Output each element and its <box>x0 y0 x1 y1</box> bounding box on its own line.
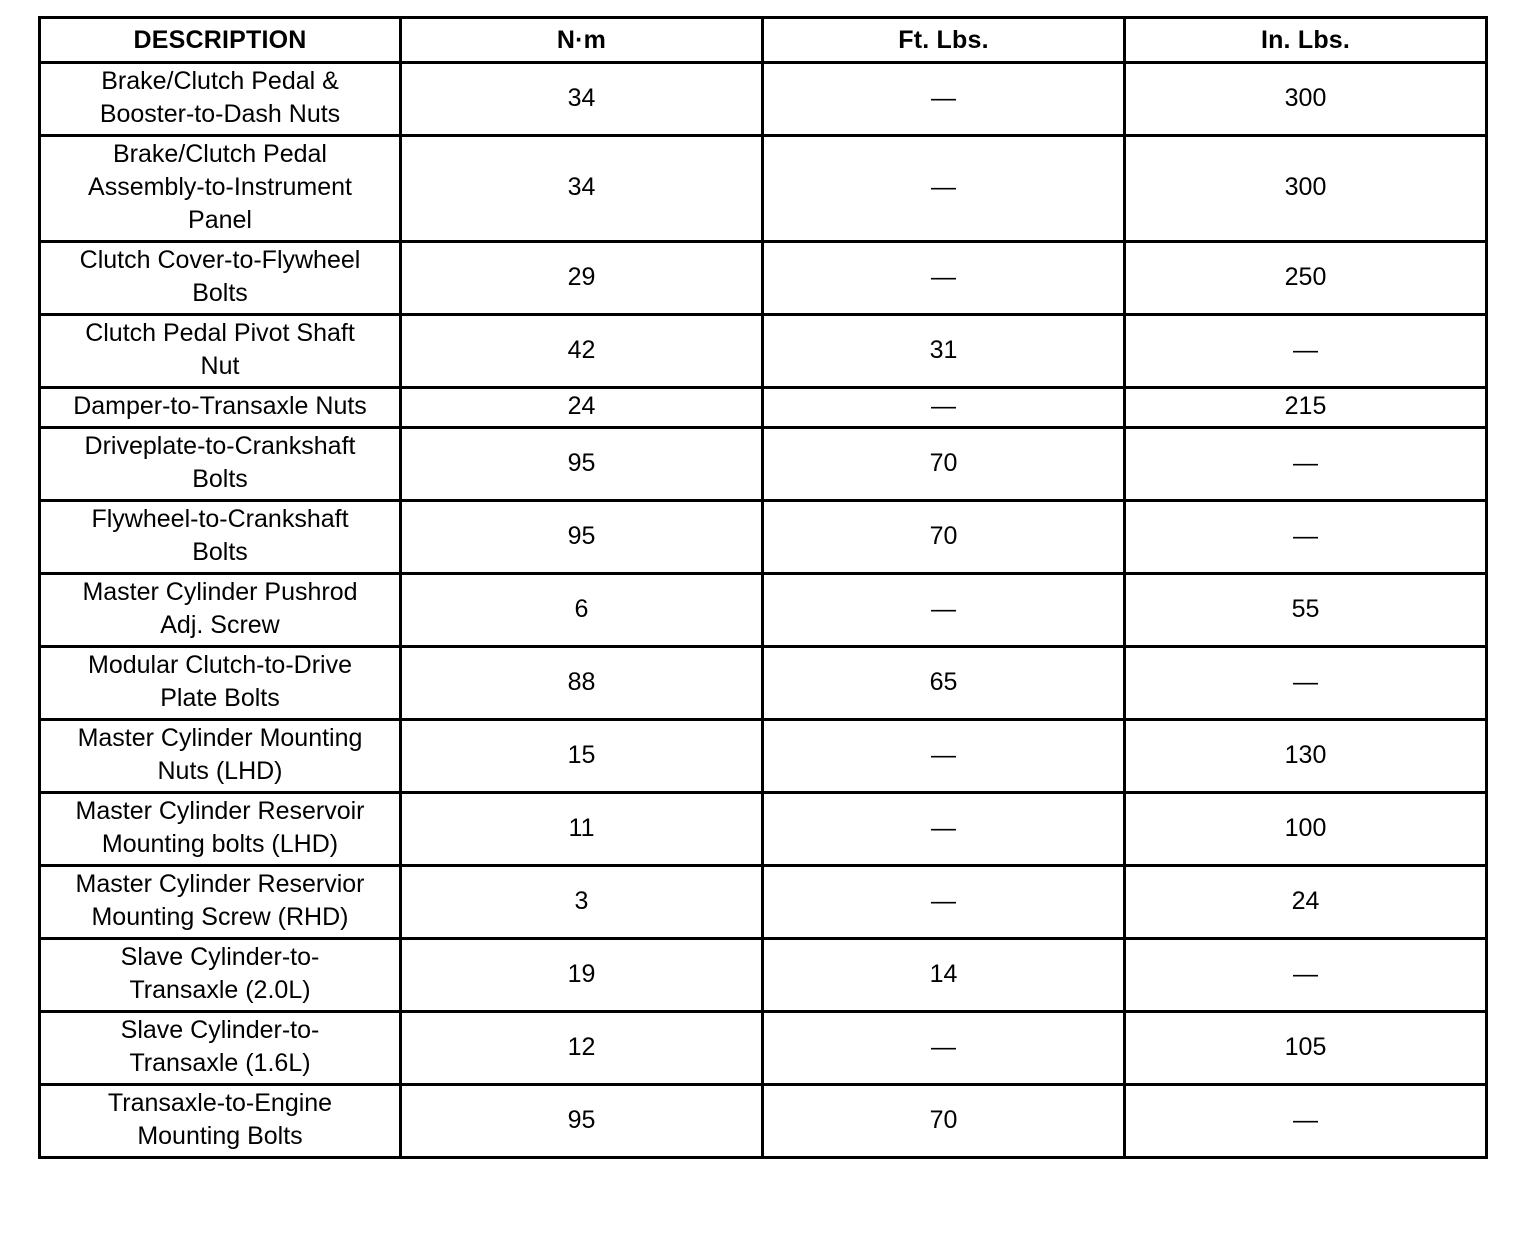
header-nm: N·m <box>401 18 763 63</box>
cell-description <box>40 63 401 136</box>
description-line: Mounting Screw (RHD) <box>91 903 349 931</box>
cell-nm: 24 <box>401 388 763 428</box>
table-row <box>40 388 1487 428</box>
cell-nm: 12 <box>401 1012 763 1085</box>
cell-nm: 95 <box>401 1085 763 1158</box>
cell-ft-lbs: — <box>763 63 1125 136</box>
cell-nm: 95 <box>401 428 763 501</box>
cell-description <box>40 428 401 501</box>
cell-ft-lbs: — <box>763 242 1125 315</box>
table-row <box>40 720 1487 793</box>
table-row <box>40 501 1487 574</box>
description-line: Mounting bolts (LHD) <box>101 830 339 858</box>
cell-description <box>40 136 401 242</box>
table-row <box>40 1012 1487 1085</box>
cell-nm: 88 <box>401 647 763 720</box>
table-row <box>40 1085 1487 1158</box>
cell-ft-lbs: 70 <box>763 1085 1125 1158</box>
cell-description <box>40 647 401 720</box>
description-line: Master Cylinder Mounting <box>77 724 363 752</box>
cell-in-lbs: 105 <box>1125 1012 1487 1085</box>
cell-ft-lbs: 31 <box>763 315 1125 388</box>
table-row <box>40 647 1487 720</box>
cell-description <box>40 315 401 388</box>
header-ft-lbs: Ft. Lbs. <box>763 18 1125 63</box>
table-row <box>40 428 1487 501</box>
cell-ft-lbs: — <box>763 574 1125 647</box>
cell-ft-lbs: — <box>763 136 1125 242</box>
header-description: DESCRIPTION <box>40 18 401 63</box>
table-row <box>40 939 1487 1012</box>
cell-description <box>40 720 401 793</box>
cell-ft-lbs: 14 <box>763 939 1125 1012</box>
description-line: Booster-to-Dash Nuts <box>99 100 341 128</box>
table-row <box>40 574 1487 647</box>
description-line: Damper-to-Transaxle Nuts <box>73 392 367 420</box>
description-line: Assembly-to-Instrument <box>88 173 352 201</box>
torque-spec-table <box>38 16 1488 1159</box>
cell-description <box>40 574 401 647</box>
cell-in-lbs: 130 <box>1125 720 1487 793</box>
cell-description <box>40 939 401 1012</box>
cell-in-lbs: 215 <box>1125 388 1487 428</box>
cell-in-lbs: — <box>1125 647 1487 720</box>
table-row <box>40 866 1487 939</box>
cell-nm: 95 <box>401 501 763 574</box>
table-row <box>40 63 1487 136</box>
cell-in-lbs: 250 <box>1125 242 1487 315</box>
cell-nm: 19 <box>401 939 763 1012</box>
cell-ft-lbs: — <box>763 720 1125 793</box>
description-line: Transaxle-to-Engine <box>107 1089 333 1117</box>
description-line: Slave Cylinder-to- <box>120 943 320 971</box>
cell-description <box>40 388 401 428</box>
description-line: Nuts (LHD) <box>157 757 283 785</box>
cell-in-lbs: — <box>1125 939 1487 1012</box>
description-line: Adj. Screw <box>160 611 280 639</box>
cell-description <box>40 1085 401 1158</box>
description-line: Bolts <box>192 538 248 566</box>
cell-nm: 42 <box>401 315 763 388</box>
cell-nm: 15 <box>401 720 763 793</box>
cell-ft-lbs: — <box>763 793 1125 866</box>
cell-description <box>40 501 401 574</box>
description-line: Master Cylinder Pushrod <box>82 578 358 606</box>
description-line: Mounting Bolts <box>137 1122 303 1150</box>
cell-in-lbs: 300 <box>1125 63 1487 136</box>
header-in-lbs: In. Lbs. <box>1125 18 1487 63</box>
table-body <box>40 63 1487 1158</box>
description-line: Plate Bolts <box>160 684 280 712</box>
description-line: Slave Cylinder-to- <box>120 1016 320 1044</box>
cell-in-lbs: — <box>1125 315 1487 388</box>
cell-in-lbs: — <box>1125 501 1487 574</box>
description-line: Flywheel-to-Crankshaft <box>91 505 349 533</box>
cell-description <box>40 1012 401 1085</box>
cell-ft-lbs: 65 <box>763 647 1125 720</box>
description-line: Brake/Clutch Pedal <box>112 140 327 168</box>
cell-nm: 6 <box>401 574 763 647</box>
description-line: Brake/Clutch Pedal & <box>101 67 339 95</box>
cell-in-lbs: 300 <box>1125 136 1487 242</box>
cell-in-lbs: 100 <box>1125 793 1487 866</box>
cell-ft-lbs: — <box>763 866 1125 939</box>
description-line: Clutch Cover-to-Flywheel <box>79 246 361 274</box>
table-header-row <box>40 18 1487 63</box>
cell-nm: 34 <box>401 63 763 136</box>
cell-ft-lbs: — <box>763 1012 1125 1085</box>
cell-ft-lbs: 70 <box>763 501 1125 574</box>
description-line: Clutch Pedal Pivot Shaft <box>85 319 355 347</box>
description-line: Bolts <box>192 279 248 307</box>
cell-ft-lbs: — <box>763 388 1125 428</box>
cell-description <box>40 866 401 939</box>
cell-nm: 29 <box>401 242 763 315</box>
cell-in-lbs: 55 <box>1125 574 1487 647</box>
description-line: Bolts <box>192 465 248 493</box>
description-line: Modular Clutch-to-Drive <box>88 651 352 679</box>
cell-nm: 11 <box>401 793 763 866</box>
cell-description <box>40 793 401 866</box>
cell-ft-lbs: 70 <box>763 428 1125 501</box>
description-line: Transaxle (2.0L) <box>129 976 311 1004</box>
table-row <box>40 136 1487 242</box>
table-row <box>40 793 1487 866</box>
cell-nm: 34 <box>401 136 763 242</box>
table-row <box>40 242 1487 315</box>
description-line: Driveplate-to-Crankshaft <box>84 432 356 460</box>
description-line: Nut <box>200 352 240 380</box>
table-row <box>40 315 1487 388</box>
cell-nm: 3 <box>401 866 763 939</box>
cell-in-lbs: 24 <box>1125 866 1487 939</box>
description-line: Panel <box>188 206 252 234</box>
cell-in-lbs: — <box>1125 428 1487 501</box>
cell-in-lbs: — <box>1125 1085 1487 1158</box>
description-line: Master Cylinder Reservior <box>75 870 365 898</box>
description-line: Master Cylinder Reservoir <box>75 797 365 825</box>
cell-description <box>40 242 401 315</box>
description-line: Transaxle (1.6L) <box>129 1049 311 1077</box>
